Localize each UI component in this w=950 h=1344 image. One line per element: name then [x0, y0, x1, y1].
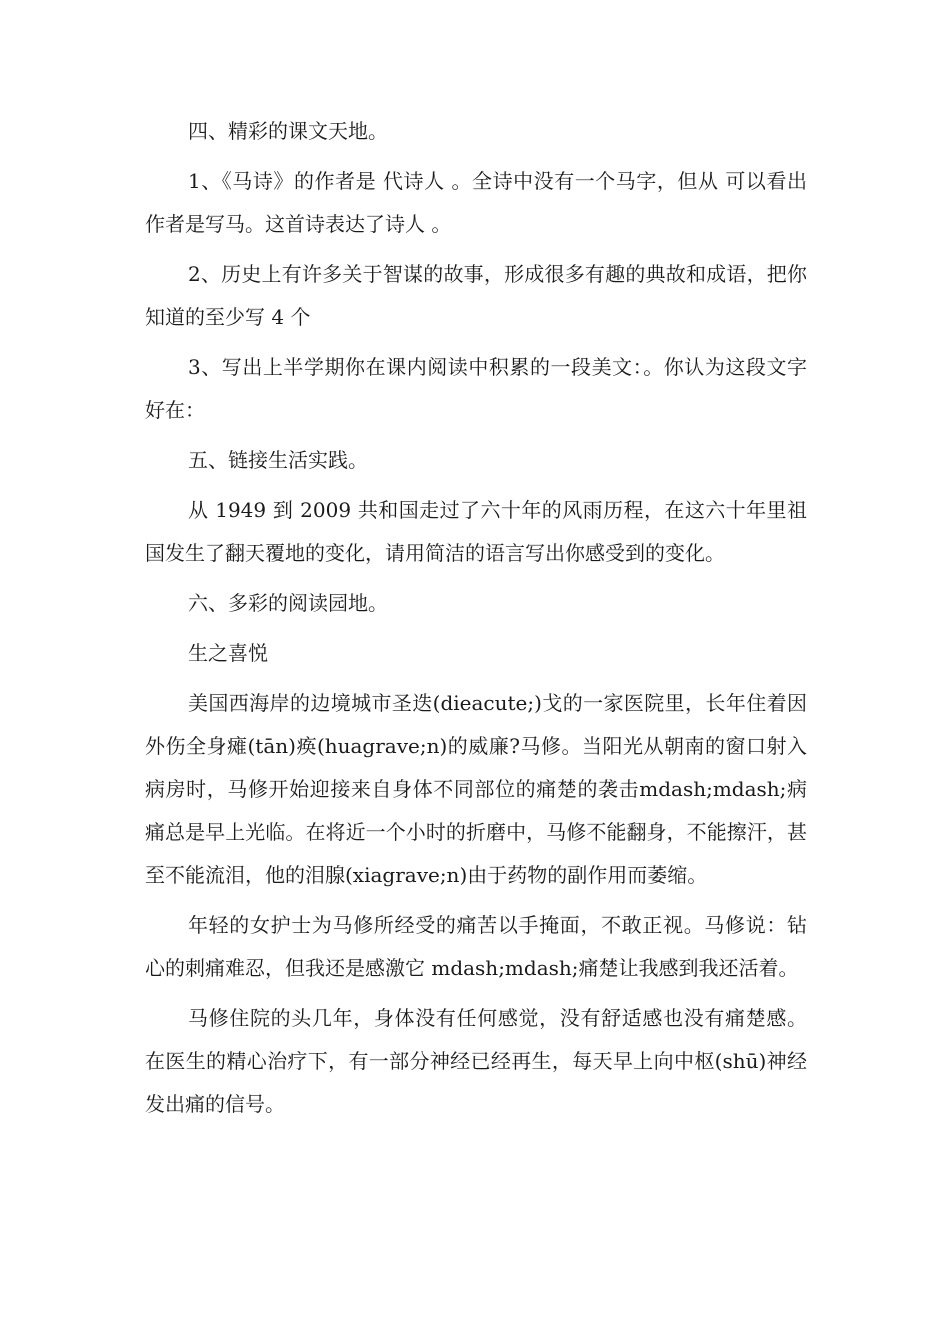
article-title: 生之喜悦	[188, 641, 268, 665]
practice-prompt: 从 1949 到 2009 共和国走过了六十年的风雨历程，在这六十年里祖国发生了翻天覆地的变化，请用简洁的语言写出你感受到的变化。	[145, 498, 807, 565]
article-paragraph-2: 年轻的女护士为马修所经受的痛苦以手掩面，不敢正视。马修说：钻心的刺痛难忍，但我还是感激它 mdash;mdash;痛楚让我感到我还活着。	[145, 913, 807, 980]
section-heading-4: 四、精彩的课文天地。	[188, 119, 388, 143]
question-1: 1、《马诗》的作者是 代诗人 。全诗中没有一个马字，但从 可以看出作者是写马。这首诗表达了诗人 。	[145, 169, 807, 236]
question-3: 3、写出上半学期你在课内阅读中积累的一段美文：。你认为这段文字好在：	[145, 355, 807, 422]
section-heading-6: 六、多彩的阅读园地。	[188, 591, 388, 615]
article-paragraph-3: 马修住院的头几年，身体没有任何感觉，没有舒适感也没有痛楚感。在医生的精心治疗下，有一部分神经已经再生，每天早上向中枢(shū)神经发出痛的信号。	[145, 1006, 807, 1116]
section-heading-5: 五、链接生活实践。	[188, 448, 368, 472]
document-body	[145, 110, 807, 1133]
article-paragraph-1: 美国西海岸的边境城市圣迭(dieacute;)戈的一家医院里，长年住着因外伤全身瘫(tān)痪(huagrave;n)的威廉?马修。当阳光从朝南的窗口射入病房时，马修开始迎接来自身体不同部位的痛楚的袭击mdash;mdash;病痛总是早上光临。在将近一个小时的折磨中，马修不能翻身，不能擦汗，甚至不能流泪，他的泪腺(xiagrave;n)由于药物的副作用而萎缩。	[145, 691, 807, 887]
question-2: 2、历史上有许多关于智谋的故事，形成很多有趣的典故和成语，把你知道的至少写 4 个	[145, 262, 807, 329]
